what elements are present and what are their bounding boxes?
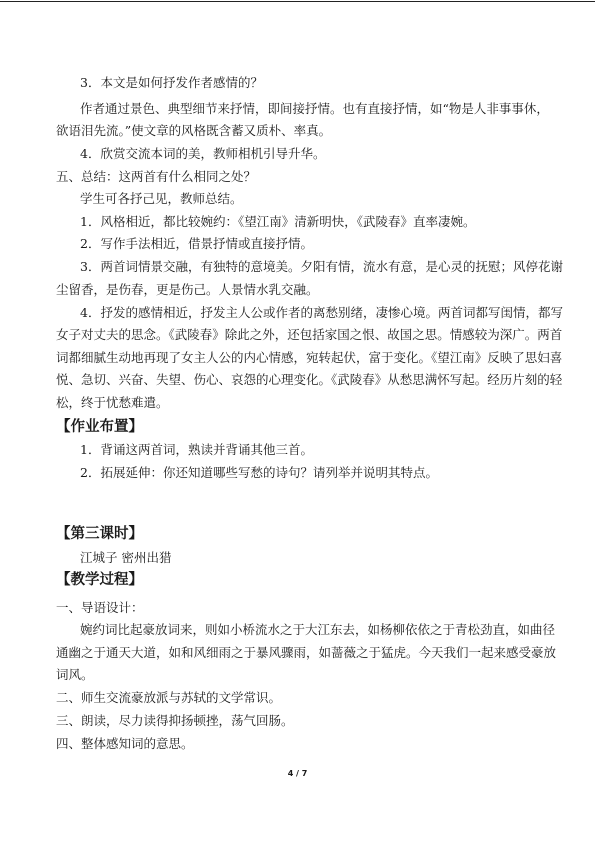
text-line: 二、师生交流豪放派与苏轼的文学常识。 (56, 690, 282, 705)
section-heading-third-lesson: 【第三课时】 (56, 525, 143, 542)
text-line: 词风。 (56, 667, 94, 682)
text-line: 悦、急切、兴奋、失望、伤心、哀怨的心理变化。《武陵春》从愁思满怀写起。经历片刻的轻 (56, 372, 563, 387)
text-line: 通幽之于通天大道，如和风细雨之于暴风骤雨，如蔷薇之于猛虎。今天我们一起来感受豪放 (56, 645, 557, 660)
text-line: 女子对丈夫的思念。《武陵春》除此之外，还包括家国之恨、故国之思。情感较为深广。两首 (56, 327, 563, 342)
page-number: 4 / 7 (287, 769, 308, 778)
text-line: 4．抒发的感情相近，抒发主人公或作者的离愁别绪，凄惨心境。两首词都写闺情，都写 (80, 305, 563, 320)
text-line: 2．拓展延伸：你还知道哪些写愁的诗句？请列举并说明其特点。 (80, 465, 438, 480)
text-line: 学生可各抒己见，教师总结。 (80, 191, 243, 206)
text-line: 江城子 密州出猎 (80, 550, 172, 565)
text-line: 婉约词比起豪放词来，则如小桥流水之于大江东去，如杨柳依依之于青松劲直，如曲径 (80, 622, 556, 637)
text-line: 三、朗读，尽力读得抑扬顿挫，荡气回肠。 (56, 713, 294, 728)
text-line: 松，终于忧愁难遣。 (56, 395, 169, 410)
text-line: 欲语泪先流。”使文章的风格既含蓄又质朴、率真。 (56, 123, 332, 138)
page-top-rule (0, 1, 595, 2)
text-line: 3．两首词情景交融，有独特的意境美。夕阳有情，流水有意，是心灵的抚慰；风停花谢 (80, 259, 563, 274)
text-line: 四、整体感知词的意思。 (56, 736, 194, 751)
text-line: 尘留香，是伤春，更是伤己。人景情水乳交融。 (56, 282, 319, 297)
text-line: 1．风格相近，都比较婉约：《望江南》清新明快，《武陵春》直率凄婉。 (80, 214, 476, 229)
text-line: 4．欣赏交流本词的美，教师相机引导升华。 (80, 146, 326, 161)
text-line: 一、导语设计： (56, 600, 144, 615)
text-line: 2．写作手法相近，借景抒情或直接抒情。 (80, 236, 313, 251)
text-line: 五、总结：这两首有什么相同之处？ (56, 169, 257, 184)
text-line: 词都细腻生动地再现了女主人公的内心情感，宛转起伏，富于变化。《望江南》反映了思妇喜 (56, 350, 563, 365)
section-heading-homework: 【作业布置】 (56, 418, 143, 435)
text-line: 1．背诵这两首词，熟读并背诵其他三首。 (80, 442, 313, 457)
text-line: 3．本文是如何抒发作者感情的？ (80, 75, 263, 90)
text-line: 作者通过景色、典型细节来抒情，即间接抒情。也有直接抒情，如“物是人非事事休， (80, 101, 549, 116)
section-heading-teaching-process: 【教学过程】 (56, 571, 143, 588)
